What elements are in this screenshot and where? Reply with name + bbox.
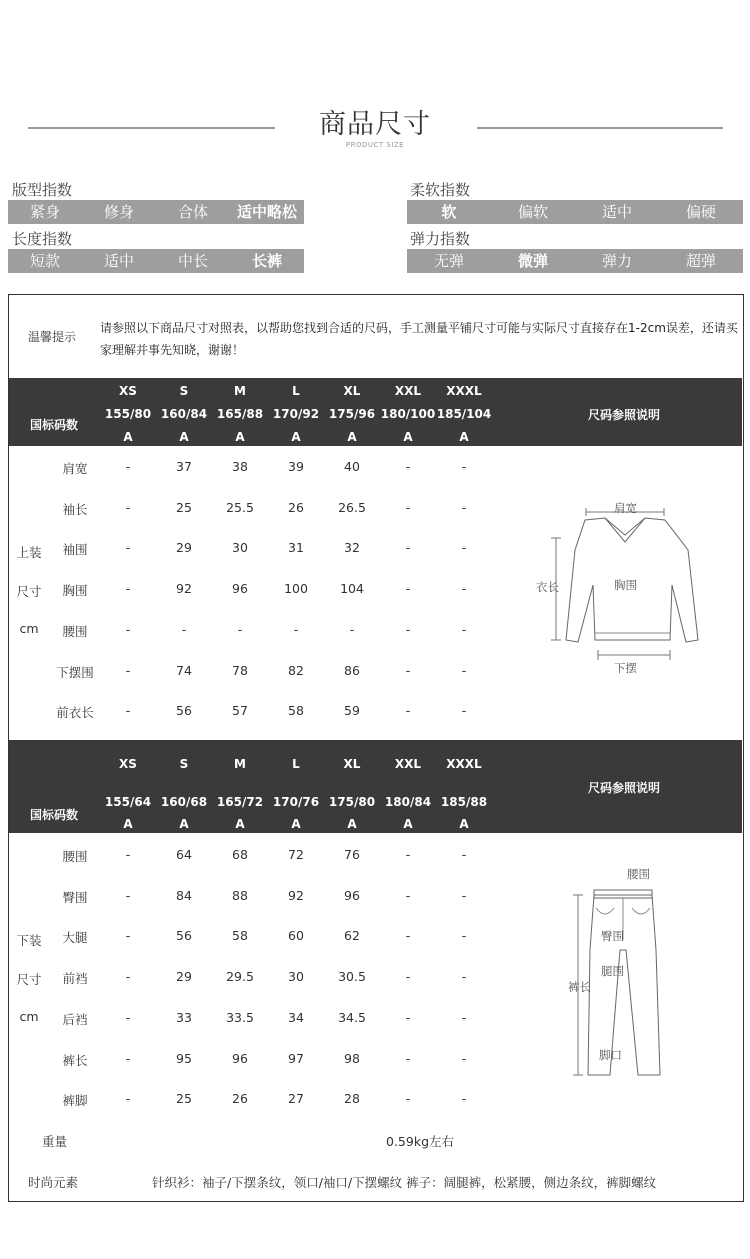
size-xxl: XXL [394, 757, 422, 771]
fit-index-label: 版型指数 [12, 181, 73, 199]
table-cell: - [293, 621, 299, 637]
size-code: 185/104 [436, 407, 492, 421]
table-cell: 92 [288, 887, 304, 903]
table-cell: - [461, 887, 467, 903]
table-cell: 29.5 [226, 969, 254, 985]
table-cell: 58 [288, 703, 304, 719]
size-code: 160/68 [160, 795, 208, 809]
sweater-hem-label: 下摆 [614, 661, 637, 675]
size-suffix: A [459, 817, 469, 831]
table-cell: - [125, 621, 131, 637]
row-label: 前裆 [62, 971, 88, 987]
size-code: 180/84 [384, 795, 432, 809]
row-label: 大腿 [62, 930, 88, 946]
table-cell: 34 [288, 1009, 304, 1025]
table-cell: - [349, 621, 355, 637]
sweater-length-label: 衣长 [536, 580, 559, 594]
table-cell: 88 [232, 887, 248, 903]
table-cell: 32 [344, 540, 360, 556]
table-cell: 30 [288, 969, 304, 985]
bottom_table-header-label: 国标码数 [29, 808, 78, 822]
size-xl: XL [343, 757, 361, 771]
table-cell: 96 [232, 1050, 248, 1066]
table-cell: - [125, 540, 131, 556]
table-cell: - [405, 847, 411, 862]
table-cell: 37 [176, 459, 192, 474]
size-s: S [179, 384, 189, 398]
table-cell: - [405, 499, 411, 515]
weight-label: 重量 [42, 1134, 68, 1149]
pants-length-label: 裤长 [568, 980, 591, 994]
soft-index-bar [407, 200, 743, 224]
table-cell: 104 [340, 581, 364, 597]
table-cell: 100 [284, 581, 308, 597]
table-cell: - [461, 540, 467, 556]
side-label: 尺寸 [16, 972, 42, 987]
table-cell: - [461, 969, 467, 985]
table-cell: - [125, 703, 131, 719]
size-suffix: A [403, 430, 413, 444]
size-code: 160/84 [160, 407, 208, 421]
top_table-header-label: 国标码数 [29, 418, 78, 432]
size-m: M [234, 384, 246, 398]
table-cell: - [405, 703, 411, 719]
table-cell: 82 [288, 662, 304, 678]
table-cell: - [461, 621, 467, 637]
table-cell: - [125, 459, 131, 474]
size-xxxl: XXXL [446, 757, 482, 771]
size-code: 165/88 [216, 407, 264, 421]
table-cell: - [405, 662, 411, 678]
table-cell: - [461, 703, 467, 719]
table-cell: - [405, 459, 411, 474]
size-code: 170/76 [272, 795, 320, 809]
table-cell: - [125, 1009, 131, 1025]
size-suffix: A [123, 430, 133, 444]
table-cell: - [405, 887, 411, 903]
pants-cuff-label: 脚口 [599, 1048, 622, 1062]
top-table-header [9, 378, 742, 446]
style-label: 时尚元素 [28, 1175, 79, 1190]
table-cell: 95 [176, 1050, 192, 1066]
table-cell: 98 [344, 1050, 360, 1066]
table-cell: 25 [176, 499, 192, 515]
pants-thigh-label: 腿围 [601, 964, 624, 978]
length-option: 适中 [103, 252, 134, 270]
elastic-option: 弹力 [601, 252, 632, 270]
table-cell: 30.5 [338, 969, 366, 985]
table-cell: 28 [344, 1091, 360, 1107]
tip-label: 温馨提示 [28, 330, 77, 344]
table-cell: - [461, 928, 467, 944]
row-label: 下摆围 [56, 664, 94, 680]
table-cell: - [405, 1009, 411, 1025]
table-cell: - [405, 1050, 411, 1066]
table-cell: 72 [288, 847, 304, 862]
table-cell: - [461, 1009, 467, 1025]
sweater-shoulder-label: 肩宽 [614, 501, 637, 515]
elastic-option: 无弹 [433, 252, 464, 270]
table-cell: - [125, 1091, 131, 1107]
table-cell: - [125, 887, 131, 903]
table-cell: 30 [232, 540, 248, 556]
soft-index-label: 柔软指数 [410, 181, 471, 199]
length-index-label: 长度指数 [12, 230, 73, 248]
size-suffix: A [459, 430, 469, 444]
table-cell: 74 [176, 662, 192, 678]
table-cell: 40 [344, 459, 360, 474]
fit-option: 紧身 [29, 203, 60, 221]
size-s: S [179, 757, 189, 771]
size-suffix: A [235, 817, 245, 831]
table-cell: - [125, 847, 131, 862]
table-cell: 68 [232, 847, 248, 862]
size-code: 155/80 [104, 407, 152, 421]
table-cell: - [181, 621, 187, 637]
elastic-index-bar [407, 249, 743, 273]
elastic-option: 微弹 [517, 252, 548, 270]
table-cell: 84 [176, 887, 192, 903]
table-cell: 56 [176, 703, 192, 719]
table-cell: - [461, 662, 467, 678]
length-option: 中长 [177, 252, 208, 270]
bottom-table-header [9, 740, 742, 833]
table-cell: 29 [176, 969, 192, 985]
row-label: 肩宽 [62, 461, 88, 476]
side-label: 尺寸 [16, 584, 42, 599]
row-label: 裤长 [62, 1052, 88, 1068]
table-cell: 97 [288, 1050, 304, 1066]
tip-text: 请参照以下商品尺寸对照表，以帮助您找到合适的尺码，手工测量平铺尺寸可能与实际尺寸直接存在1-2cm误差，还请买家理解并事先知晓，谢谢！ [100, 321, 738, 357]
table-cell: - [461, 459, 467, 474]
size-suffix: A [179, 430, 189, 444]
table-cell: - [125, 581, 131, 597]
table-cell: 39 [288, 459, 304, 474]
size-suffix: A [123, 817, 133, 831]
table-cell: 33.5 [226, 1009, 254, 1025]
row-label: 臀围 [62, 889, 88, 905]
size-m: M [234, 757, 246, 771]
table-cell: - [237, 621, 243, 637]
row-label: 胸围 [62, 583, 88, 599]
size-code: 175/96 [328, 407, 376, 421]
size-xs: XS [119, 757, 137, 771]
size-suffix: A [235, 430, 245, 444]
table-cell: 26 [232, 1091, 248, 1107]
side-label: 下装 [16, 933, 42, 948]
row-label: 袖围 [62, 542, 88, 558]
table-cell: 27 [288, 1091, 304, 1107]
row-label: 腰围 [62, 849, 88, 864]
size-xxxl: XXXL [446, 384, 482, 398]
size-suffix: A [291, 430, 301, 444]
table-cell: 56 [176, 928, 192, 944]
table-cell: - [125, 499, 131, 515]
table-cell: - [405, 1091, 411, 1107]
fit-option: 修身 [103, 203, 134, 221]
pants-waist-label: 腰围 [627, 867, 650, 881]
size-code: 185/88 [440, 795, 488, 809]
side-label: 上装 [16, 545, 42, 560]
table-cell: - [461, 847, 467, 862]
row-label: 后裆 [62, 1011, 88, 1027]
table-cell: - [461, 581, 467, 597]
size-code: 170/92 [272, 407, 320, 421]
table-cell: - [405, 581, 411, 597]
size-suffix: A [403, 817, 413, 831]
size-xxl: XXL [394, 384, 422, 398]
table-cell: 25 [176, 1091, 192, 1107]
table-cell: - [125, 969, 131, 985]
elastic-index-label: 弹力指数 [410, 230, 471, 248]
length-index-bar [8, 249, 304, 273]
side-label: cm [19, 621, 39, 636]
page-subtitle: PRODUCT SIZE [345, 141, 405, 149]
fit-option: 合体 [177, 203, 208, 221]
length-option: 长裤 [251, 252, 282, 270]
table-cell: 26.5 [338, 499, 366, 515]
side-label: cm [19, 1009, 39, 1024]
table-cell: 96 [344, 887, 360, 903]
table-cell: 25.5 [226, 499, 254, 515]
size-suffix: A [291, 817, 301, 831]
table-cell: - [405, 540, 411, 556]
table-cell: 38 [232, 459, 248, 474]
size-code: 175/80 [328, 795, 376, 809]
table-cell: 86 [344, 662, 360, 678]
table-cell: 34.5 [338, 1009, 366, 1025]
size-code: 155/64 [104, 795, 152, 809]
sweater-chest-label: 胸围 [614, 578, 637, 592]
table-cell: - [461, 1050, 467, 1066]
table-cell: 76 [344, 847, 360, 862]
table-cell: - [405, 621, 411, 637]
size-xl: XL [343, 384, 361, 398]
soft-option: 适中 [601, 203, 632, 221]
soft-option: 偏软 [517, 203, 548, 221]
table-cell: 26 [288, 499, 304, 515]
size-xs: XS [119, 384, 137, 398]
table-cell: 92 [176, 581, 192, 597]
pants-hip-label: 臀围 [601, 929, 624, 943]
table-cell: 29 [176, 540, 192, 556]
table-cell: 33 [176, 1009, 192, 1025]
size-l: L [292, 384, 300, 398]
soft-option: 软 [441, 203, 457, 221]
size-suffix: A [347, 430, 357, 444]
table-cell: 58 [232, 928, 248, 944]
size-suffix: A [179, 817, 189, 831]
table-cell: 78 [232, 662, 248, 678]
table-cell: - [405, 969, 411, 985]
table-cell: 60 [288, 928, 304, 944]
table-cell: - [461, 499, 467, 515]
row-label: 腰围 [62, 623, 88, 639]
size-l: L [292, 757, 300, 771]
table-cell: 59 [344, 703, 360, 719]
table-cell: - [125, 928, 131, 944]
row-label: 袖长 [62, 501, 88, 517]
page-title: 商品尺寸 [319, 109, 431, 140]
top_table-ref-label: 尺码参照说明 [587, 408, 660, 422]
table-cell: - [125, 662, 131, 678]
weight-value: 0.59kg左右 [386, 1134, 455, 1149]
table-cell: - [405, 928, 411, 944]
soft-option: 偏硬 [685, 203, 716, 221]
table-cell: 64 [176, 847, 192, 862]
elastic-option: 超弹 [685, 252, 716, 270]
fit-index-bar [8, 200, 304, 224]
row-label: 前衣长 [56, 705, 94, 721]
table-cell: 57 [232, 703, 248, 719]
size-suffix: A [347, 817, 357, 831]
table-cell: - [125, 1050, 131, 1066]
table-cell: 31 [288, 540, 304, 556]
table-cell: 96 [232, 581, 248, 597]
style-value: 针织衫：袖子/下摆条纹，领口/袖口/下摆螺纹 裤子：阔腿裤，松紧腰，侧边条纹，裤脚螺纹 [152, 1175, 657, 1190]
fit-option: 适中略松 [236, 203, 297, 221]
size-code: 165/72 [216, 795, 264, 809]
table-cell: 62 [344, 928, 360, 944]
table-cell: - [461, 1091, 467, 1107]
length-option: 短款 [29, 252, 60, 270]
row-label: 裤脚 [62, 1093, 88, 1109]
size-code: 180/100 [380, 407, 436, 421]
bottom_table-ref-label: 尺码参照说明 [587, 781, 660, 795]
